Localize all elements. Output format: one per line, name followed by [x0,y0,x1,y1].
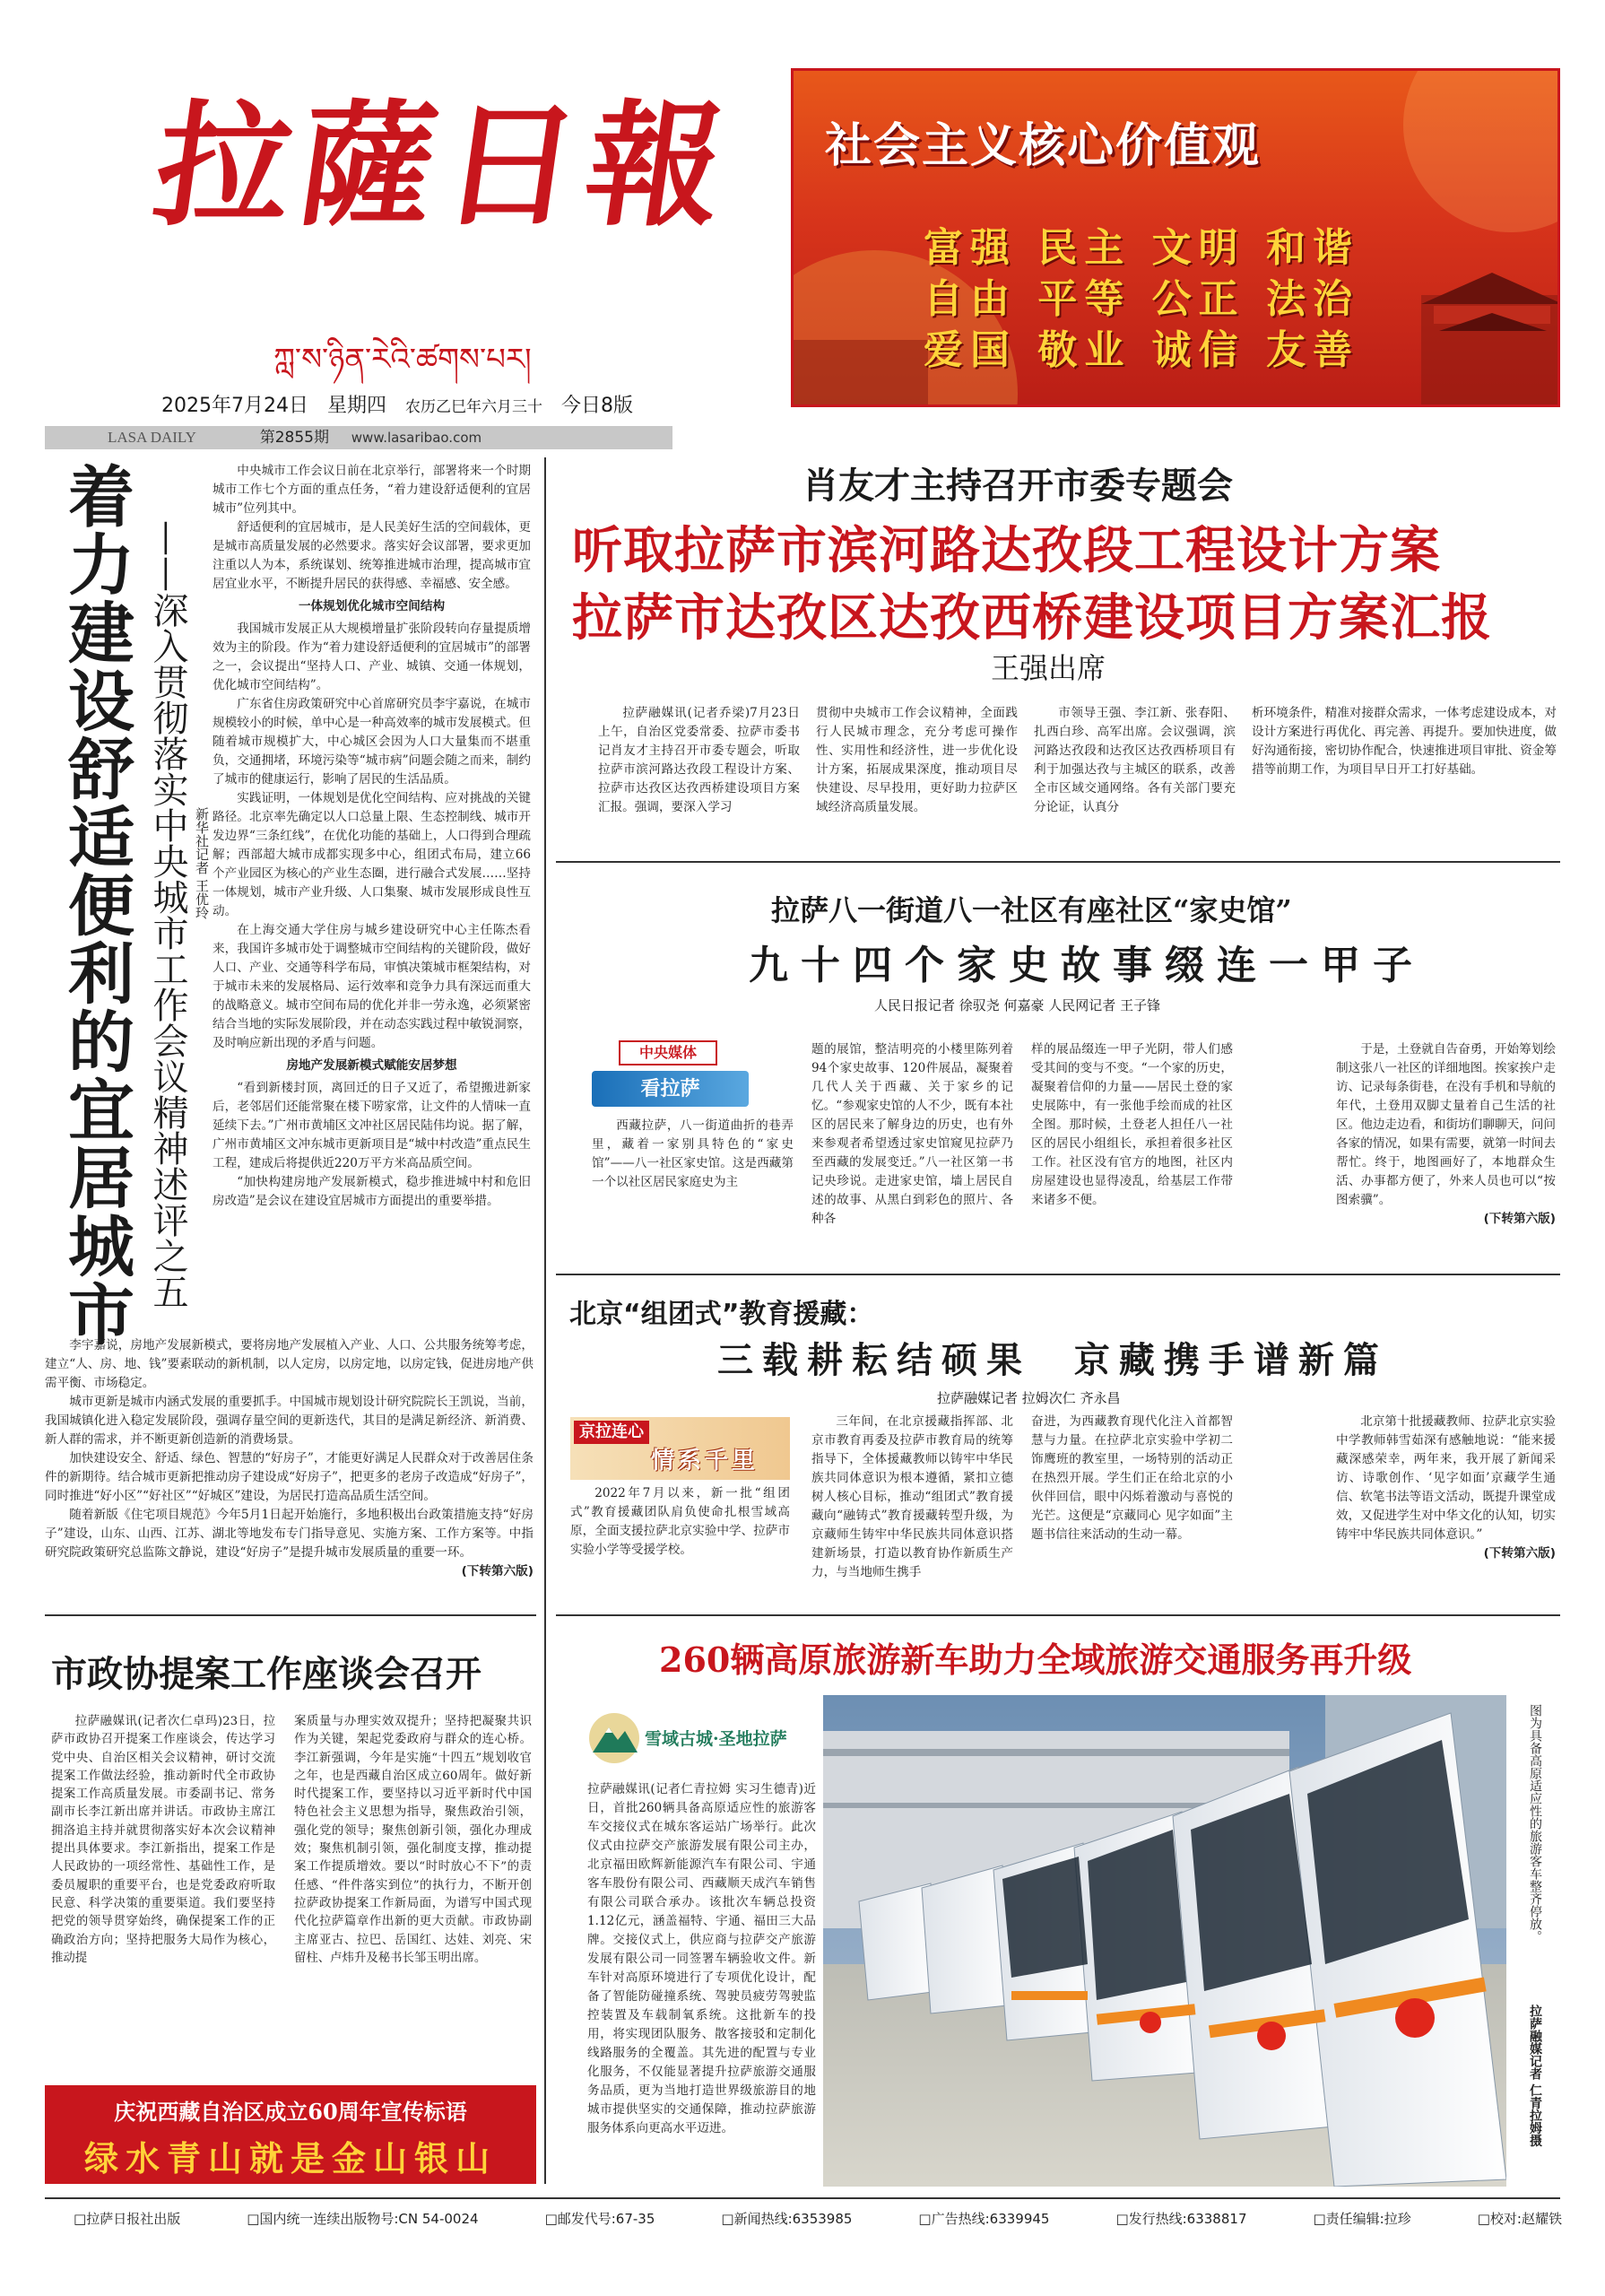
weekday: 星期四 [326,395,386,417]
mountain-logo-icon [587,1711,641,1765]
bus-photo [823,1695,1506,2187]
jsg-col-2: 题的展馆，整洁明亮的小楼里陈列着94个家史故事、120件展品，凝聚着几代人关于西藏、关于家乡的记忆。“参观家史馆的人不少，既有本社区的居民来了解身边的历史，也有外来参观者希望透过家史馆窥见拉萨乃至西藏的发展变迁。”八一社区第一书记央珍说。走进家史馆，墙上居民自述的故事、从黑白到彩色的照片、各种各 [811,1042,1013,1226]
jsg-kicker: 拉萨八一街道八一社区有座社区“家史馆” [771,893,1292,927]
bus-headline: 260辆高原旅游新车助力全域旅游交通服务再升级 [659,1639,1412,1680]
feature-subtitle: ——深入贯彻落实中央城市工作会议精神述评之五 [147,520,188,1309]
jsg-col-3: 样的展品缀连一甲子光阴，带人们感受其间的变与不变。“一个家的历史，凝聚着信仰的力量——居民土登的家史展陈中，有一张他手绘而成的社区全图。那时候，土登老人担任八一社区的居民小组组长，承担着很多社区工作。社区没有官方的地图，社区内房屋建设也显得凌乱，给基层工作带来诸多不便。 [1031,1042,1233,1207]
lhasa-logo: 雪域古城·圣地拉萨 [587,1704,820,1776]
zt-byline: 拉萨融媒记者 拉姆次仁 齐永昌 [937,1390,1121,1406]
lead-headline-2: 拉萨市达孜区达孜西桥建设项目方案汇报 [572,589,1492,648]
slogan-line-2: 绿水青山就是金山银山 [83,2138,497,2179]
lasa-daily-label: LASA DAILY [108,429,196,446]
issue-number: 第2855期 [259,429,329,447]
masthead-title: 拉薩日報 [145,87,742,245]
jingla-tag: 京拉连心 情系千里 [570,1417,790,1480]
date: 2025年7月24日 [161,395,308,417]
feature-subhead-2: 房地产发展新模式赋能安居梦想 [286,1058,457,1073]
lead-col-4: 析环境条件，精准对接群众需求，一体考虑建设成本，对设计方案进行再优化、再完善、再提升。要加快进度，做好沟通衔接，密切协作配合，快速推进项目审批、资金筹措等前期工作，为项目早日开工打好基础。 [1252,706,1557,777]
zt-headline: 三载耕耘结硕果 京藏携手谱新篇 [717,1339,1388,1381]
feature-byline: 新华社记者 王优玲 [194,807,210,919]
zx-col-2: 案质量与办理实效双提升；坚持把凝聚共识作为关键，架起党委政府与群众的连心桥。李江新强调，今年是实施“十四五”规划收官之年，也是西藏自治区成立60周年。做好新时代提案工作，要坚持以习近平新时代中国特色社会主义思想为指导，聚焦政治引领，强化党的领导；聚焦创新引领，强化办理成效；聚焦机制引领，强化制度支撑，推动提案工作提质增效。要以“时时放心不下”的责任感、“件件落实到位”的执行力，不断开创拉萨政协提案工作新局面，为谱写中国式现代化拉萨篇章作出新的更大贡献。市政协副主席亚古、拉巴、岳国红、达娃、刘亮、宋留柱、卢炜升及秘书长邹玉明出席。 [294,1715,532,1965]
lead-col-2: 贯彻中央城市工作会议精神，全面践行人民城市理念，充分考虑可操作性、实用性和经济性，进一步优化设计方案，拓展成果深度，推动项目尽快建设、尽早投用，更好助力拉萨区域经济高质量发展。 [816,706,1018,814]
jsg-headline: 九十四个家史故事缀连一甲子 [749,943,1425,988]
zx-col-1: 拉萨融媒讯(记者次仁卓玛)23日，拉萨市政协召开提案工作座谈会，传达学习党中央、自治区相关会议精神，研讨交流提案工作做法经验，推动新时代全市政协提案工作高质量发展。市委副书记、常务副市长李江新出席并讲话。市政协主席江拥洛追主持并就贯彻落实好本次会议精神提出具体要求。李江新指出，提案工作是人民政协的一项经常性、基础性工作，是委员履职的重要平台，也是党委政府听取民意、科学决策的重要渠道。我们要坚持把党的领导贯穿始终，确保提案工作的正确政治方向；坚持把服务大局作为核心，推动提 [51,1715,275,1965]
lead-col-3: 市领导王强、李江新、张春阳、扎西白珍、高军出席。会议强调，滨河路达孜段和达孜区达孜西桥项目有利于加强达孜与主城区的联系，改善全市区域交通网络。各有关部门要充分论证，认真分 [1034,706,1236,814]
central-media-tag: 中央媒体 看拉萨 [592,1040,749,1107]
footer-editor: □责任编辑:拉珍 [1313,2211,1411,2227]
footer-post: □邮发代号:67-35 [544,2211,655,2227]
website[interactable]: www.lasaribao.com [351,430,482,446]
bus-photo-credit: 拉萨融媒记者 仁青拉姆摄 [1528,2005,1542,2147]
feature-continued: (下转第六版) [461,1564,534,1578]
ad-row-1: 富强 民主 文明 和谐 [924,225,1359,271]
jsg-byline: 人民日报记者 徐驭尧 何嘉豪 人民网记者 王子锋 [874,997,1161,1013]
feature-subhead-1: 一体规划优化城市空间结构 [298,599,446,613]
zt-col-1: 2022年7月以来，新一批“组团式”教育援藏团队肩负使命扎根雪域高原，全面支援拉萨北京实验中学、拉萨市实验小学等受援学校。 [570,1486,790,1557]
lead-col-1: 拉萨融媒讯(记者乔梁)7月23日上午，自治区党委常委、拉萨市委书记肖友才主持召开市委专题会，听取拉萨市滨河路达孜段工程设计方案、拉萨市达孜区达孜西桥建设项目方案汇报。强调，要深入学习 [598,706,800,814]
ad-title: 社会主义核心价值观 [825,118,1262,173]
feature-body-upper: 中央城市工作会议日前在北京举行，部署将来一个时期城市工作七个方面的重点任务，“着力建设舒适便利的宜居城市”位列其中。 舒适便利的宜居城市，是人民美好生活的空间载体，更是城市高质量发展的必然要求。落实好会议部署，要求更加注重以人为本，系统谋划、统筹推进城市治理，提高城市宜居宜业水平，不断提升居民的获得感、幸福感、安全感。 一体规划优化城市空间结构 我国城市发展正从大规模增量扩张阶段转向存量提质增效为主的阶段。作为“着力建设舒适便利的宜居城市”的部署之一，会议提出“坚持人口、产业、城镇、交通一体规划，优化城市空间结构”。 广东省住房政策研究中心首席研究员李宇嘉说，在城市规模较小的时候，单中心是一种高效率的城市发展模式。但随着城市规模扩大，中心城区会因为人口大量集而不堪重负，交通拥堵，环境污染等“城市病”问题会随之而来，制约了城市的健康运行，影响了居民的生活品质。 实践证明，一体规划是优化空间结构、应对挑战的关键路径。北京率先确定以人口总量上限、生态控制线、城市开发边界“三条红线”，在优化功能的基础上，人口得到合理疏解；西部超大城市成都实现多中心，组团式布局，建立66个产业园区为核心的产业生态圈，进行融合式发展……坚持一体规划，城市产业升级、人口集聚、城市发展形成良性互动。 在上海交通大学住房与城乡建设研究中心主任陈杰看来，我国许多城市处于调整城市空间结构的关键阶段，做好人口、产业、交通等科学布局，审慎决策城市框架结构，对于城市未来的发展格局、运行效率和竞争力具有深远而重大的战略意义。城市空间布局的优化并非一劳永逸，必须紧密结合当地的实际发展阶段，并在动态实践过程中敏锐洞察，及时响应新出现的矛盾与问题。 房地产发展新模式赋能安居梦想 “看到新楼封顶，离回迁的日子又近了，希望搬进新家后，老邻居们还能常聚在楼下唠家常，让文件的人情味一直延续下去。”广州市黄埔区文冲社区居民陆伟均说。据了解，广州市黄埔区文冲东城市更新项目是“城中村改造”重点民生工程，建成后将提供近220万平方米高品质空间。 “加快构建房地产发展新模式，稳步推进城中村和危旧房改造”是会议在建设宜居城市方面提出的重要举措。 [213,464,531,1208]
feature-title: 着力建设舒适便利的宜居城市 [57,462,134,1348]
footer-bar [74,2209,1562,2228]
footer-proofreader: □校对:赵耀铁 [1477,2211,1562,2227]
zx-headline: 市政协提案工作座谈会召开 [51,1653,482,1695]
issue-bar [45,426,672,449]
footer-news-hotline: □新闻热线:6353985 [721,2211,853,2227]
pages-count: 今日8版 [560,395,633,417]
zt-col-3: 奋进，为西藏教育现代化注入首都智慧与力量。在拉萨北京实验中学初二饰鹰班的教室里，一场特别的活动正在热烈开展。学生们正在给北京的小伙伴回信，眼中闪烁着激动与喜悦的光芒。这便是“京藏同心 见字如面”主题书信往来活动的生动一幕。 [1031,1414,1233,1542]
footer-distribution-hotline: □发行热线:6338817 [1115,2211,1247,2227]
bus-photo-image [823,1695,1506,2187]
zt-col-4: 北京第十批援藏教师、拉萨北京实验中学教师韩雪茹深有感触地说：“能来援藏深感荣幸，两年来，我开展了新闻采访、诗歌创作、‘见字如面’京藏学生通信、软笔书法等语文活动，既提升课堂成效，又促进学生对中华文化的认知，切实铸牢中华民族共同体意识。” (下转第六版) [1336,1414,1556,1561]
zt-col-2: 三年间，在北京援藏指挥部、北京市教育再委及拉萨市教育局的统筹指导下，全体援藏教师以铸牢中华民族共同体意识为根本遵循，紧扣立德树人核心目标，推动“组团式”教育援藏向“融铸式”教育援藏转型升级，为京藏师生铸牢中华民族共同体意识搭建新场景，打造以教育协作新质生产力，与当地师生携手 [811,1414,1013,1579]
masthead-tibetan: ཀླ་ས་ཉིན་རེའི་ཚགས་པར། [273,342,532,378]
lead-subhead: 王强出席 [991,651,1106,685]
feature-body-lower: 李宇嘉说，房地产发展新模式，要将房地产发展植入产业、人口、公共服务统筹考虑，建立“人、房、地、钱”要素联动的新机制，以人定房，以房定地，以房定钱，促进房地产供需平衡、市场稳定。 城市更新是城市内涵式发展的重要抓手。中国城市规划设计研究院院长王凯说，当前，我国城镇化进入稳定发展阶段，强调存量空间的更新迭代，其目的是满足新经济、新消费、新人群的需求，并不断更新创造新的消费场景。 加快建设安全、舒适、绿色、智慧的“好房子”，才能更好满足人民群众对于改善居住条件的新期待。结合城市更新把推动房子建设成“好房子”，把更多的老房子改造成“好房子”，同时推进“好小区”“好社区”“好城区”建设，为居民打造高品质生活空间。 随着新版《住宅项目规范》今年5月1日起开始施行，多地积极出台政策措施支持“好房子”建设，山东、山西、江苏、湖北等地发布专门指导意见、实施方案、工作方案等。中指研究院政策研究总监陈文静说，建设“好房子”是提升城市发展质量的重要一环。 (下转第六版) [45,1336,534,1581]
ad-row-3: 爱国 敬业 诚信 友善 [924,327,1359,373]
slogan-box [45,2085,536,2184]
bus-body: 拉萨融媒讯(记者仁青拉姆 实习生德青)近日，首批260辆具备高原适应性的旅游客车交接仪式在城东客运站广场举行。此次仪式由拉萨交产旅游发展有限公司主办，北京福田欧辉新能源汽车有限公司、宇通客车股份有限公司、西藏顺天成汽车销售有限公司联合承办。该批次车辆总投资1.12亿元，涵盖福特、宇通、福田三大品牌。交接仪式上，供应商与拉萨交产旅游发展有限公司一同签署车辆验收文件。新车针对高原环境进行了专项优化设计，配备了智能防碰撞系统、驾驶员疲劳驾驶监控装置及车载制氧系统。这批新车的投用，将实现团队服务、散客接驳和定制化线路服务的全覆盖。其先进的配置与专业化服务，不仅能显著提升拉萨旅游交通服务品质，更为当地打造世界级旅游目的地城市提供坚实的交通保障，推动拉萨旅游服务体系向更高水平迈进。 [587,1782,816,2135]
lead-kicker: 肖友才主持召开市委专题会 [802,465,1233,507]
footer-cn: □国内统一连续出版物号:CN 54-0024 [247,2211,479,2227]
slogan-line-1: 庆祝西藏自治区成立60周年宣传标语 [114,2099,467,2125]
jsg-col-1: 西藏拉萨，八一街道曲折的巷弄里，藏着一家别具特色的“家史馆”——八一社区家史馆。这是西藏第一个以社区居民家庭史为主 [592,1118,794,1189]
footer-publisher: □拉萨日报社出版 [74,2211,181,2227]
bus-photo-caption: 图为具备高原适应性的旅游客车整齐停放。 [1528,1704,1542,1943]
jsg-col-4: 于是，土登就自告奋勇，开始筹划绘制这张八一社区的详细地图。挨家挨户走访、记录每条街巷，在没有手机和导航的年代，土登用双脚丈量着自己生活的社区。他边走边看，和街坊们聊聊天，问问各家的情况，如果有需要，就第一时间去帮忙。终于，地图画好了，本地群众生活、办事都方便了，外来人员也可以“按图索骥”。 (下转第六版) [1336,1042,1556,1226]
zt-kicker: 北京“组团式”教育援藏： [569,1299,874,1330]
dateline [161,390,633,418]
lunar-date: 农历乙巳年六月三十 [404,398,542,416]
ad-row-2: 自由 平等 公正 法治 [924,276,1359,322]
lead-headline-1: 听取拉萨市滨河路达孜段工程设计方案 [572,522,1441,580]
footer-ad-hotline: □广告热线:6339945 [918,2211,1050,2227]
